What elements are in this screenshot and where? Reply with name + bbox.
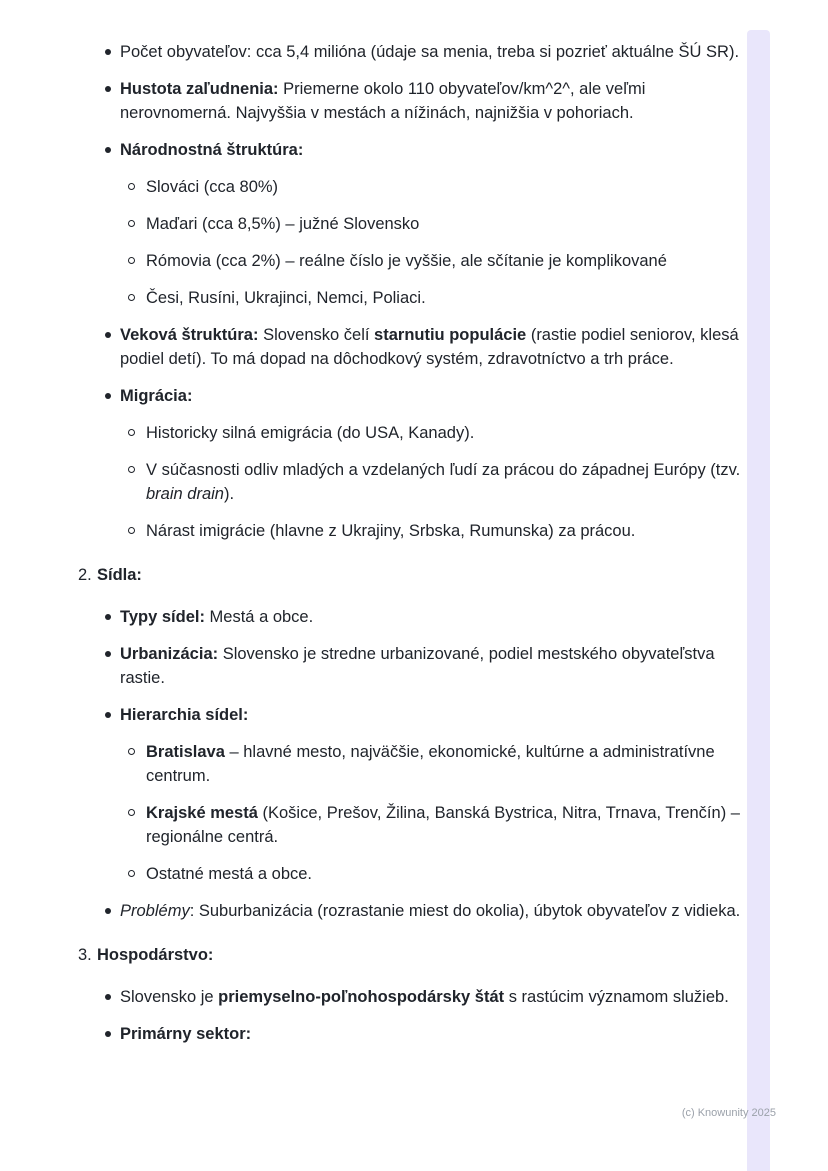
text-segment: priemyselno-poľnohospodársky štát xyxy=(218,988,505,1006)
text-segment: brain drain xyxy=(146,485,224,503)
item-text xyxy=(97,943,746,967)
item-text xyxy=(146,801,746,849)
text-segment: (Košice, Prešov, Žilina, Banská Bystrica, Nitra, Trnava, Trenčín) – regionálne centrá. xyxy=(146,804,740,846)
sub-bullet-item xyxy=(128,175,746,199)
text-segment: Rómovia (cca 2%) – reálne číslo je vyššie, ale sčítanie je komplikované xyxy=(146,252,667,270)
item-text xyxy=(120,77,746,125)
text-segment: ). xyxy=(223,485,235,503)
disc-bullet-icon xyxy=(105,703,120,718)
document-content xyxy=(78,40,746,1059)
text-segment: Nárast imigrácie (hlavne z Ukrajiny, Srbska, Rumunska) za prácou. xyxy=(146,522,636,540)
disc-bullet-icon xyxy=(105,899,120,914)
numbered-item xyxy=(78,943,746,967)
text-segment: Slovensko je xyxy=(120,988,219,1006)
disc-bullet-icon xyxy=(105,384,120,399)
item-text xyxy=(120,605,746,629)
circle-bullet-icon xyxy=(128,740,146,755)
item-text xyxy=(97,563,746,587)
text-segment: Priemerne okolo 110 obyvateľov/km^2^, ale veľmi nerovnomerná. Najvyššia v mestách a nížinách, najnižšia v pohoriach. xyxy=(120,80,646,122)
disc-bullet-icon xyxy=(105,138,120,153)
item-text xyxy=(146,286,746,310)
disc-bullet-icon xyxy=(105,77,120,92)
bullet-item xyxy=(105,323,746,371)
sub-bullet-item xyxy=(128,212,746,236)
item-text xyxy=(120,985,746,1009)
item-text xyxy=(120,40,746,64)
text-segment: – hlavné mesto, najväčšie, ekonomické, kultúrne a administratívne centrum. xyxy=(146,743,715,785)
item-text xyxy=(120,899,746,923)
bullet-item xyxy=(105,642,746,690)
bullet-item xyxy=(105,77,746,125)
circle-bullet-icon xyxy=(128,519,146,534)
sub-bullet-item xyxy=(128,740,746,788)
circle-bullet-icon xyxy=(128,249,146,264)
text-segment: Hierarchia sídel: xyxy=(120,706,249,724)
item-text xyxy=(120,642,746,690)
item-text xyxy=(120,1022,746,1046)
sub-bullet-item xyxy=(128,249,746,273)
bullet-item xyxy=(105,40,746,64)
sub-bullet-item xyxy=(128,801,746,849)
text-segment: Mestá a obce. xyxy=(204,608,314,626)
circle-bullet-icon xyxy=(128,175,146,190)
text-segment: Ostatné mestá a obce. xyxy=(146,865,313,883)
text-segment: Historicky silná emigrácia (do USA, Kanady). xyxy=(146,424,475,442)
text-segment: Slovensko čelí xyxy=(258,326,375,344)
text-segment: (rastie podiel seniorov, klesá podiel detí). To má dopad na dôchodkový systém, zdravotníctvo a trh práce. xyxy=(120,326,739,368)
disc-bullet-icon xyxy=(105,323,120,338)
item-text xyxy=(146,249,746,273)
bullet-item xyxy=(105,985,746,1009)
circle-bullet-icon xyxy=(128,286,146,301)
circle-bullet-icon xyxy=(128,801,146,816)
list-number: 2. xyxy=(78,566,92,584)
text-segment: Bratislava xyxy=(146,743,225,761)
text-segment: : Suburbanizácia (rozrastanie miest do okolia), úbytok obyvateľov z vidieka. xyxy=(189,902,741,920)
text-segment: Slovensko je stredne urbanizované, podiel mestského obyvateľstva rastie. xyxy=(120,645,715,687)
text-segment: Národnostná štruktúra: xyxy=(120,141,304,159)
bullet-item xyxy=(105,138,746,162)
text-segment: Maďari (cca 8,5%) – južné Slovensko xyxy=(146,215,420,233)
text-segment: Sídla: xyxy=(97,566,142,584)
item-text xyxy=(146,212,746,236)
bullet-item xyxy=(105,605,746,629)
circle-bullet-icon xyxy=(128,862,146,877)
circle-bullet-icon xyxy=(128,421,146,436)
list-number: 3. xyxy=(78,946,92,964)
bullet-item xyxy=(105,703,746,727)
disc-bullet-icon xyxy=(105,642,120,657)
sub-bullet-item xyxy=(128,286,746,310)
text-segment: Hospodárstvo: xyxy=(97,946,214,964)
item-text xyxy=(120,384,746,408)
item-text xyxy=(146,740,746,788)
sub-bullet-item xyxy=(128,862,746,886)
text-segment: Veková štruktúra: xyxy=(120,326,259,344)
item-text xyxy=(146,458,746,506)
text-segment: Krajské mestá xyxy=(146,804,258,822)
item-text xyxy=(146,862,746,886)
text-segment: starnutiu populácie xyxy=(374,326,527,344)
bullet-item xyxy=(105,899,746,923)
text-segment: V súčasnosti odliv mladých a vzdelaných ľudí za prácou do západnej Európy (tzv. xyxy=(146,461,741,479)
text-segment: Primárny sektor: xyxy=(120,1025,252,1043)
watermark: (c) Knowunity 2025 xyxy=(681,1107,776,1119)
item-text xyxy=(120,323,746,371)
disc-bullet-icon xyxy=(105,605,120,620)
item-text xyxy=(146,519,746,543)
sub-bullet-item xyxy=(128,458,746,506)
disc-bullet-icon xyxy=(105,40,120,55)
item-text xyxy=(146,175,746,199)
disc-bullet-icon xyxy=(105,985,120,1000)
text-segment: Urbanizácia: xyxy=(120,645,219,663)
item-text xyxy=(146,421,746,445)
sub-bullet-item xyxy=(128,519,746,543)
bullet-item xyxy=(105,1022,746,1046)
text-segment: Typy sídel: xyxy=(120,608,205,626)
text-segment: s rastúcim významom služieb. xyxy=(504,988,729,1006)
circle-bullet-icon xyxy=(128,212,146,227)
item-text xyxy=(120,703,746,727)
bullet-item xyxy=(105,384,746,408)
next-page-preview[interactable] xyxy=(747,30,770,1171)
text-segment: Hustota zaľudnenia: xyxy=(120,80,279,98)
text-segment: Slováci (cca 80%) xyxy=(146,178,279,196)
disc-bullet-icon xyxy=(105,1022,120,1037)
text-segment: Migrácia: xyxy=(120,387,193,405)
text-segment: Česi, Rusíni, Ukrajinci, Nemci, Poliaci. xyxy=(146,289,426,307)
circle-bullet-icon xyxy=(128,458,146,473)
sub-bullet-item xyxy=(128,421,746,445)
text-segment: Problémy xyxy=(120,902,190,920)
text-segment: Počet obyvateľov: cca 5,4 milióna (údaje sa menia, treba si pozrieť aktuálne ŠÚ SR). xyxy=(120,43,740,61)
item-text xyxy=(120,138,746,162)
numbered-item xyxy=(78,563,746,587)
